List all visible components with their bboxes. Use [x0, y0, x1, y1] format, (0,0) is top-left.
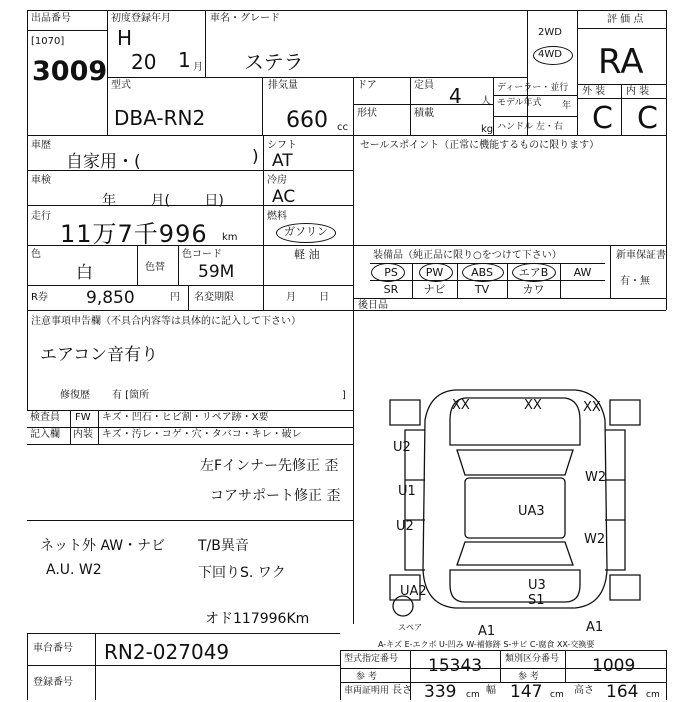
car-name-label: 車名・グレード [210, 13, 280, 24]
equip-circle [371, 263, 405, 282]
damage-mark: W2 [585, 470, 607, 485]
model-year-label: モデル年式 [497, 98, 542, 108]
yen-unit: 円 [170, 292, 180, 303]
equip-circle [419, 263, 453, 282]
chassis-label: 車台番号 [33, 643, 73, 654]
cm-unit: cm [550, 690, 564, 700]
damage-mark: XX [452, 398, 470, 413]
exterior-grade: C [592, 101, 613, 136]
score: RA [598, 42, 644, 82]
inspector-interior-label: 内装 [73, 429, 93, 440]
note-line: 下回りS. ワク [198, 565, 286, 581]
inspector-label: 検査員 [30, 412, 60, 423]
equip-item: PW [425, 266, 444, 279]
drive-2wd: 2WD [538, 27, 562, 38]
spare-label: スペア [398, 623, 422, 632]
damage-mark: U1 [398, 484, 416, 499]
car-name: ステラ [244, 50, 304, 74]
note-line: コアサポート修正 歪 [210, 488, 341, 504]
fuel-diesel: 軽 油 [294, 248, 320, 261]
length-label: 長さ [392, 685, 412, 696]
interior-label: 内 装 [626, 86, 650, 97]
vehicle-type-close: ) [252, 147, 259, 167]
sales-points-label: セールスポイント（正常に機能するものに限ります） [360, 140, 600, 151]
model-designation-label: 型式指定番号 [344, 654, 399, 664]
damage-mark: UA3 [518, 504, 545, 519]
inspection-value: 年 月( 日) [102, 193, 224, 209]
length: 339 [424, 682, 457, 702]
category: 1009 [592, 656, 636, 676]
equip-circle [512, 263, 556, 282]
note-line: ネット外 AW・ナビ [40, 538, 166, 554]
equipment-title: 装備品（純正品に限り○をつけて下さい） [373, 250, 562, 261]
first-reg-label: 初度登録年月 [111, 13, 171, 24]
cc-unit: cc [337, 122, 348, 133]
equip-item: PS [384, 266, 398, 279]
shift-label: シフト [267, 140, 297, 151]
equip-item: ナビ [423, 283, 446, 296]
capacity-label: 定員 [414, 80, 434, 91]
reference-label: 参 考 [356, 672, 377, 682]
entry-label: 記入欄 [30, 429, 60, 440]
damage-mark: U3 [528, 578, 546, 593]
ac: AC [272, 187, 296, 207]
model-designation: 15343 [428, 656, 483, 676]
interior-items: キズ・汚レ・コゲ・穴・タバコ・キレ・破レ [102, 429, 302, 440]
equip-item: TV [474, 283, 490, 296]
color-change-label: 色替 [145, 262, 165, 273]
damage-mark: U2 [393, 440, 411, 455]
ac-label: 冷房 [267, 175, 287, 186]
note-line: 左Fインナー先修正 歪 [200, 458, 339, 474]
rear-seat-label: 後日品 [358, 300, 388, 311]
repair-history-label: 修復歴 [60, 390, 90, 401]
shift: AT [272, 151, 293, 171]
exterior-label: 外 装 [582, 86, 606, 97]
color-code-label: 色コード [182, 249, 222, 260]
damage-mark: A1 [586, 620, 604, 635]
handle-label: ハンドル 左・右 [497, 122, 563, 132]
model-label: 型式 [111, 80, 131, 91]
width-label: 幅 [486, 685, 496, 696]
warranty-period-label: 名変期限 [194, 292, 234, 303]
fw-label: FW [75, 412, 91, 423]
damage-mark: U2 [396, 519, 414, 534]
repair-close: ] [342, 390, 346, 401]
damage-mark: S1 [528, 593, 545, 608]
height: 164 [606, 682, 639, 702]
vehicle-type-label: 車歴 [31, 140, 51, 151]
interior-grade: C [637, 101, 658, 136]
displacement-label: 排気量 [268, 80, 298, 91]
equip-item: AW [573, 266, 592, 279]
lot-sub: [1070] [31, 36, 65, 47]
era: H [117, 26, 133, 50]
warranty-value: 有・無 [620, 276, 650, 287]
equip-item: エアB [518, 266, 549, 279]
chassis-number: RN2-027049 [104, 640, 230, 664]
year-value: 20 [131, 50, 157, 74]
km-unit: km [222, 232, 238, 243]
caution-text: エアコン音有り [40, 345, 159, 365]
equip-circle [462, 263, 504, 282]
damage-mark: W2 [584, 532, 606, 547]
damage-mark: XX [524, 398, 542, 413]
color: 白 [76, 263, 93, 283]
diagram-legend: A-キズ E-エクボ U-凹み W-補修跡 S-サビ C-腐食 XX-交換要 [378, 640, 595, 649]
damage-mark: XX [583, 400, 601, 415]
lot-number: 3009 [32, 56, 108, 87]
category-label: 類別区分番号 [505, 654, 560, 664]
damage-mark: UA2 [400, 584, 427, 599]
mileage: 11万7千996 [60, 220, 208, 248]
warranty-period-value: 月 日 [286, 292, 330, 303]
cm-unit: cm [466, 690, 480, 700]
repair-history-value: 有 [箇所 [112, 390, 150, 401]
score-label: 評 価 点 [607, 14, 644, 25]
fuel-gas: ガソリン [284, 225, 328, 238]
inspection-label: 車検 [31, 175, 51, 186]
height-label: 高さ [574, 685, 594, 696]
kg-unit: kg [481, 124, 494, 135]
recycle-label: R券 [31, 292, 48, 303]
ref2-label: 参 考 [518, 672, 539, 682]
note-line: オド117996Km [205, 611, 310, 627]
warranty-label: 新車保証書 [616, 250, 666, 261]
fw-items: キズ・凹石・ヒビ割・リペア跡・X要 [102, 412, 269, 423]
cm-unit: cm [646, 690, 660, 700]
vehicle-type: 自家用・( [66, 152, 141, 172]
displacement: 660 [286, 108, 328, 133]
caution-label: 注意事項申告欄（不具合内容等は具体的に記入して下さい） [31, 316, 301, 327]
capacity: 4 [449, 84, 462, 108]
mileage-label: 走行 [31, 211, 51, 222]
width: 147 [510, 682, 543, 702]
cert-label: 車両証明用 [344, 686, 390, 696]
damage-mark: A1 [478, 624, 496, 639]
door-label: ドア [357, 80, 377, 91]
color-label: 色 [31, 249, 41, 260]
note-line: T/B異音 [198, 538, 249, 554]
load-label: 積載 [414, 108, 434, 119]
capacity-unit: 人 [481, 96, 491, 107]
fuel-label: 燃料 [267, 211, 287, 222]
equip-item: カワ [522, 283, 545, 296]
drive-4wd: 4WD [538, 49, 562, 60]
month-value: 1 [178, 48, 191, 72]
note-line: A.U. W2 [46, 562, 102, 578]
month-unit: 月 [193, 62, 203, 73]
reg-number-label: 登録番号 [33, 677, 73, 688]
shape-label: 形状 [357, 108, 377, 119]
color-code: 59M [198, 262, 235, 282]
equip-item: SR [383, 283, 399, 296]
recycle-value: 9,850 [86, 288, 135, 308]
dealer-label: ディーラー・並行 [497, 83, 569, 93]
lot-label: 出品番号 [31, 13, 71, 24]
equip-item: ABS [471, 266, 493, 279]
year-suffix: 年 [562, 101, 572, 111]
model: DBA-RN2 [114, 106, 206, 130]
